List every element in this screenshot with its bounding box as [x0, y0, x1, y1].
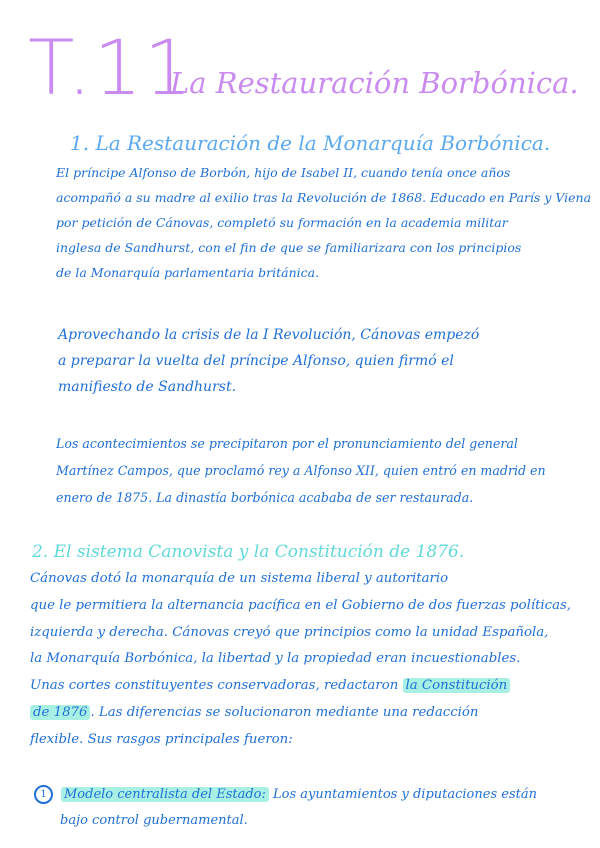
topic-number: T.11 — [28, 23, 195, 112]
section-2-paragraph — [30, 566, 571, 754]
text-line — [30, 700, 571, 727]
text-line: Los acontecimientos se precipitaron por el pronunciamiento del general — [56, 436, 518, 451]
section-1-paragraph-1 — [56, 160, 591, 285]
highlighted-term: Modelo centralista del Estado: — [61, 787, 269, 802]
page-title: La Restauración Borbónica. — [170, 66, 579, 100]
highlighted-term: la Constitución — [403, 678, 511, 693]
text-line: bajo control gubernamental. — [60, 813, 248, 828]
text-line: Martínez Campos, que proclamó rey a Alfonso XII, quien entró en madrid en — [56, 463, 546, 478]
section-1-paragraph-3 — [56, 430, 546, 511]
text-line: El príncipe Alfonso de Borbón, hijo de Isabel II, cuando tenía once años — [56, 165, 511, 180]
list-item — [34, 782, 537, 834]
text-line: inglesa de Sandhurst, con el fin de que se familiarizara con los principios — [56, 240, 522, 255]
text-line: acompañó a su madre al exilio tras la Revolución de 1868. Educado en París y Viena — [56, 190, 592, 205]
text-line: la Monarquía Borbónica, la libertad y la propiedad eran incuestionables. — [30, 651, 521, 667]
section-1-paragraph-2 — [58, 322, 479, 400]
highlighted-term: de 1876 — [30, 705, 90, 720]
text-line: flexible. Sus rasgos principales fueron: — [30, 731, 293, 747]
text-line: Aprovechando la crisis de la I Revolución, Cánovas empezó — [58, 327, 480, 343]
text-line: izquierda y derecha. Cánovas creyó que principios como la unidad Española, — [30, 624, 549, 640]
text-line: a preparar la vuelta del príncipe Alfonso, quien firmó el — [58, 353, 454, 369]
section-1-heading: 1. La Restauración de la Monarquía Borbónica. — [70, 131, 551, 155]
text-line — [34, 782, 537, 808]
text-line: de la Monarquía parlamentaria británica. — [56, 265, 320, 280]
text-fragment: . Las diferencias se solucionaron mediante una redacción — [90, 704, 479, 720]
text-line: enero de 1875. La dinastía borbónica acababa de ser restaurada. — [56, 490, 474, 505]
text-line: manifiesto de Sandhurst. — [58, 379, 237, 395]
item-number-badge: 1 — [34, 785, 53, 804]
text-line: que le permitiera la alternancia pacífica en el Gobierno de dos fuerzas políticas, — [30, 597, 572, 613]
text-line — [30, 673, 571, 700]
text-fragment: Los ayuntamientos y diputaciones están — [268, 787, 537, 802]
section-2-heading: 2. El sistema Canovista y la Constitución de 1876. — [32, 542, 465, 562]
text-fragment: Unas cortes constituyentes conservadoras, redactaron — [30, 678, 399, 694]
text-line: Cánovas dotó la monarquía de un sistema liberal y autoritario — [30, 571, 449, 586]
text-line: por petición de Cánovas, completó su formación en la academia militar — [56, 215, 508, 230]
